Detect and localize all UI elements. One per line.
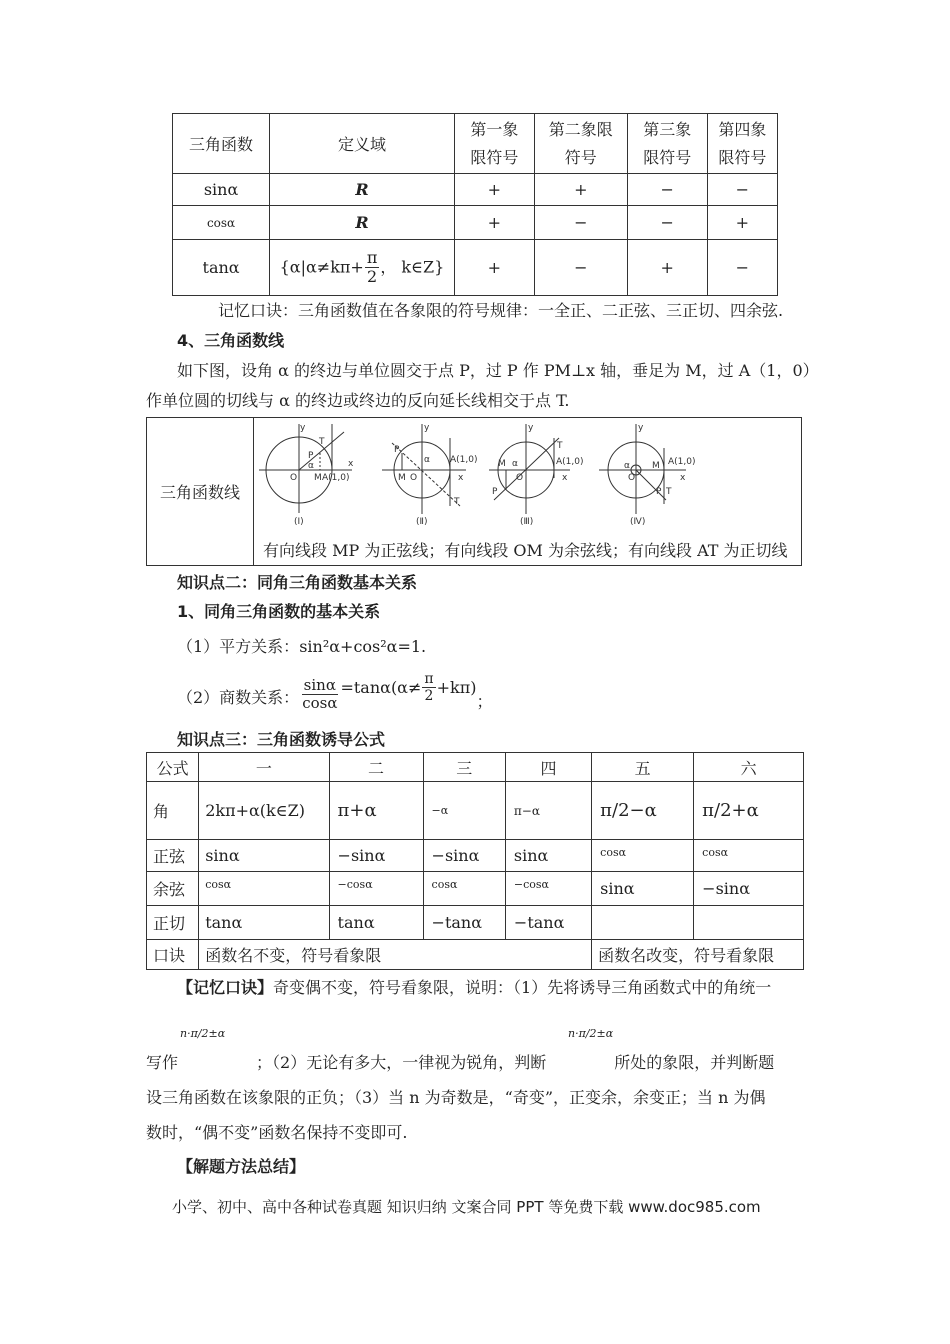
value-cell: sinα: [592, 872, 694, 906]
sign-cell: −: [627, 206, 707, 240]
fig3-label: P: [492, 487, 498, 497]
kp3-title: 知识点三：三角函数诱导公式: [177, 730, 386, 749]
fig2-label: T: [454, 497, 460, 507]
fig2-label: M: [398, 473, 406, 483]
col-header: 二: [329, 753, 423, 782]
memory-formula-1: n·π/2±α: [180, 1027, 226, 1040]
koujue-left: 函数名不变，符号看象限: [199, 940, 592, 970]
fig1-label: A(1,0): [322, 473, 350, 483]
fig4-label: y: [638, 423, 644, 433]
col-header: 五: [592, 753, 694, 782]
sign-cell: −: [627, 174, 707, 206]
fig1-label: M: [314, 473, 322, 483]
table-row: [147, 940, 804, 970]
fig2-label: y: [424, 423, 430, 433]
fig3-label: A(1,0): [556, 457, 584, 467]
fig1-label: O: [290, 473, 298, 483]
value-cell: cosα: [694, 840, 804, 872]
fig4-label: O: [628, 473, 636, 483]
value-cell: [592, 906, 694, 940]
relation-1: [177, 634, 426, 657]
memory-line-1: 【记忆口诀】奇变偶不变，符号看象限，说明：（1）先将诱导三角函数式中的角统一: [177, 978, 772, 997]
fig2-label: A(1,0): [450, 455, 478, 465]
relation-2: （2）商数关系： $\frac{\sin\alpha}{\cos\alpha}$ =tanα(α≠ $\frac{\pi}{2}$ +kπ) ；: [177, 670, 493, 712]
fig1-label: T: [319, 437, 325, 447]
col-header: 四: [505, 753, 591, 782]
table-row: [147, 782, 804, 840]
fig2-caption: (Ⅱ): [416, 517, 428, 527]
header-q1: 第一象 限符号: [454, 114, 534, 174]
value-cell: −sinα: [423, 840, 505, 872]
fig3-caption: (Ⅲ): [520, 517, 534, 527]
value-cell: tanα: [199, 906, 329, 940]
trig-lines-box: [146, 417, 802, 566]
kp2-title: 知识点二：同角三角函数基本关系: [177, 573, 418, 592]
table-row: [147, 906, 804, 940]
section4-text-1: 如下图，设角 α 的终边与单位圆交于点 P，过 P 作 PM⊥x 轴，垂足为 M，过 A（1，0）: [177, 361, 819, 380]
domain-cell: R: [270, 174, 455, 206]
sign-cell: −: [707, 174, 777, 206]
col-header: 一: [199, 753, 329, 782]
memory-line-4: 数时，“偶不变”函数名保持不变即可.: [146, 1123, 408, 1142]
fig3-label: M: [498, 459, 506, 469]
table-row: [147, 753, 804, 782]
fig3-label: x: [562, 473, 568, 483]
header-domain: 定义域: [270, 114, 455, 174]
sign-cell: +: [627, 240, 707, 296]
table-row: [173, 206, 778, 240]
value-cell: −sinα: [694, 872, 804, 906]
domain-cell: R: [270, 206, 455, 240]
angle-cell: π/2+α: [694, 782, 804, 840]
method-title: 【解题方法总结】: [177, 1157, 306, 1176]
sign-cell: −: [534, 206, 627, 240]
domain-cell: {α|α≠kπ+ $\frac{\pi}{2}$ ， k∈Z}: [270, 240, 455, 296]
fig1-label: P: [308, 451, 314, 461]
fig3-label: T: [557, 441, 563, 451]
memory-formula-2: n·π/2±α: [568, 1027, 614, 1040]
table-row: [147, 872, 804, 906]
trig-lines-figures: [254, 418, 802, 530]
sign-cell: −: [707, 240, 777, 296]
fig2-label: x: [458, 473, 464, 483]
table-row: [173, 240, 778, 296]
koujue-right: 函数名改变，符号看象限: [592, 940, 804, 970]
fig4-label: T: [666, 487, 672, 497]
sign-cell: +: [534, 174, 627, 206]
relation-1-formula: sin²α+cos²α=1.: [299, 637, 427, 656]
fig4-label: M: [652, 461, 660, 471]
fig2-label: P: [394, 445, 400, 455]
row-label: 正弦: [147, 840, 199, 872]
sign-cell: +: [707, 206, 777, 240]
fig2-label: α: [424, 455, 430, 465]
col-header: 六: [694, 753, 804, 782]
memory-head: 【记忆口诀】: [177, 978, 274, 997]
footer: 小学、初中、高中各种试卷真题 知识归纳 文案合同 PPT 等免费下载 www.doc985.com: [172, 1198, 761, 1216]
row-label: 正切: [147, 906, 199, 940]
fig1-label: y: [300, 423, 306, 433]
value-cell: sinα: [505, 840, 591, 872]
value-cell: −cosα: [329, 872, 423, 906]
fig4-label: x: [680, 473, 686, 483]
col-header: 公式: [147, 753, 199, 782]
value-cell: −tanα: [423, 906, 505, 940]
relation-1-label: （1）平方关系：: [177, 637, 300, 656]
fig4-label: A(1,0): [668, 457, 696, 467]
value-cell: cosα: [592, 840, 694, 872]
memory-line-3: 设三角函数在该象限的正负；（3）当 n 为奇数是，“奇变”，正变余，余变正；当 n 为偶: [146, 1088, 766, 1107]
sign-cell: +: [454, 206, 534, 240]
fig1-caption: (Ⅰ): [294, 517, 304, 527]
value-cell: tanα: [329, 906, 423, 940]
trig-lines-label-cell: 三角函数线: [147, 418, 254, 565]
row-label: 口诀: [147, 940, 199, 970]
mnemonic-line: 记忆口诀：三角函数值在各象限的符号规律：一全正、二正弦、三正切、四余弦.: [218, 301, 784, 320]
fig4-caption: (Ⅳ): [630, 517, 646, 527]
fig3-label: O: [516, 473, 524, 483]
angle-cell: π/2−α: [592, 782, 694, 840]
fig4-label: P: [656, 487, 662, 497]
header-q4: 第四象 限符号: [707, 114, 777, 174]
fig2-label: O: [410, 473, 418, 483]
func-cell: cosα: [173, 206, 270, 240]
angle-cell: 2kπ+α(k∈Z): [199, 782, 329, 840]
relation-2-label: （2）商数关系：: [177, 688, 300, 707]
section4-title: 4、三角函数线: [177, 331, 285, 350]
sign-cell: +: [454, 174, 534, 206]
value-cell: −tanα: [505, 906, 591, 940]
fig1-label: x: [348, 459, 354, 469]
fig3-label: α: [512, 459, 518, 469]
header-q2: 第二象限 符号: [534, 114, 627, 174]
value-cell: −sinα: [329, 840, 423, 872]
angle-cell: −α: [423, 782, 505, 840]
trig-lines-description: 有向线段 MP 为正弦线；有向线段 OM 为余弦线；有向线段 AT 为正切线: [263, 541, 788, 560]
row-label: 余弦: [147, 872, 199, 906]
header-func: 三角函数: [173, 114, 270, 174]
sign-cell: +: [454, 240, 534, 296]
func-cell: sinα: [173, 174, 270, 206]
fig3-label: y: [528, 423, 534, 433]
section4-text-2: 作单位圆的切线与 α 的终边或终边的反向延长线相交于点 T.: [146, 391, 570, 410]
value-cell: cosα: [423, 872, 505, 906]
func-cell: tanα: [173, 240, 270, 296]
table-row: [147, 840, 804, 872]
row-label: 角: [147, 782, 199, 840]
fig4-label: α: [624, 461, 630, 471]
header-q3: 第三象 限符号: [627, 114, 707, 174]
value-cell: [694, 906, 804, 940]
value-cell: cosα: [199, 872, 329, 906]
kp2-subtitle: 1、同角三角函数的基本关系: [177, 602, 381, 621]
unit-circle-figures: [254, 418, 802, 530]
table-row: [173, 174, 778, 206]
angle-cell: π+α: [329, 782, 423, 840]
sign-cell: −: [534, 240, 627, 296]
memory-line-2: 写作 ；（2）无论有多大，一律视为锐角，判断 所处的象限，并判断题: [146, 1053, 775, 1072]
angle-cell: π−α: [505, 782, 591, 840]
fig1-label: α: [308, 461, 314, 471]
value-cell: sinα: [199, 840, 329, 872]
value-cell: −cosα: [505, 872, 591, 906]
col-header: 三: [423, 753, 505, 782]
induction-table: [146, 752, 804, 970]
sign-table: [172, 113, 778, 296]
